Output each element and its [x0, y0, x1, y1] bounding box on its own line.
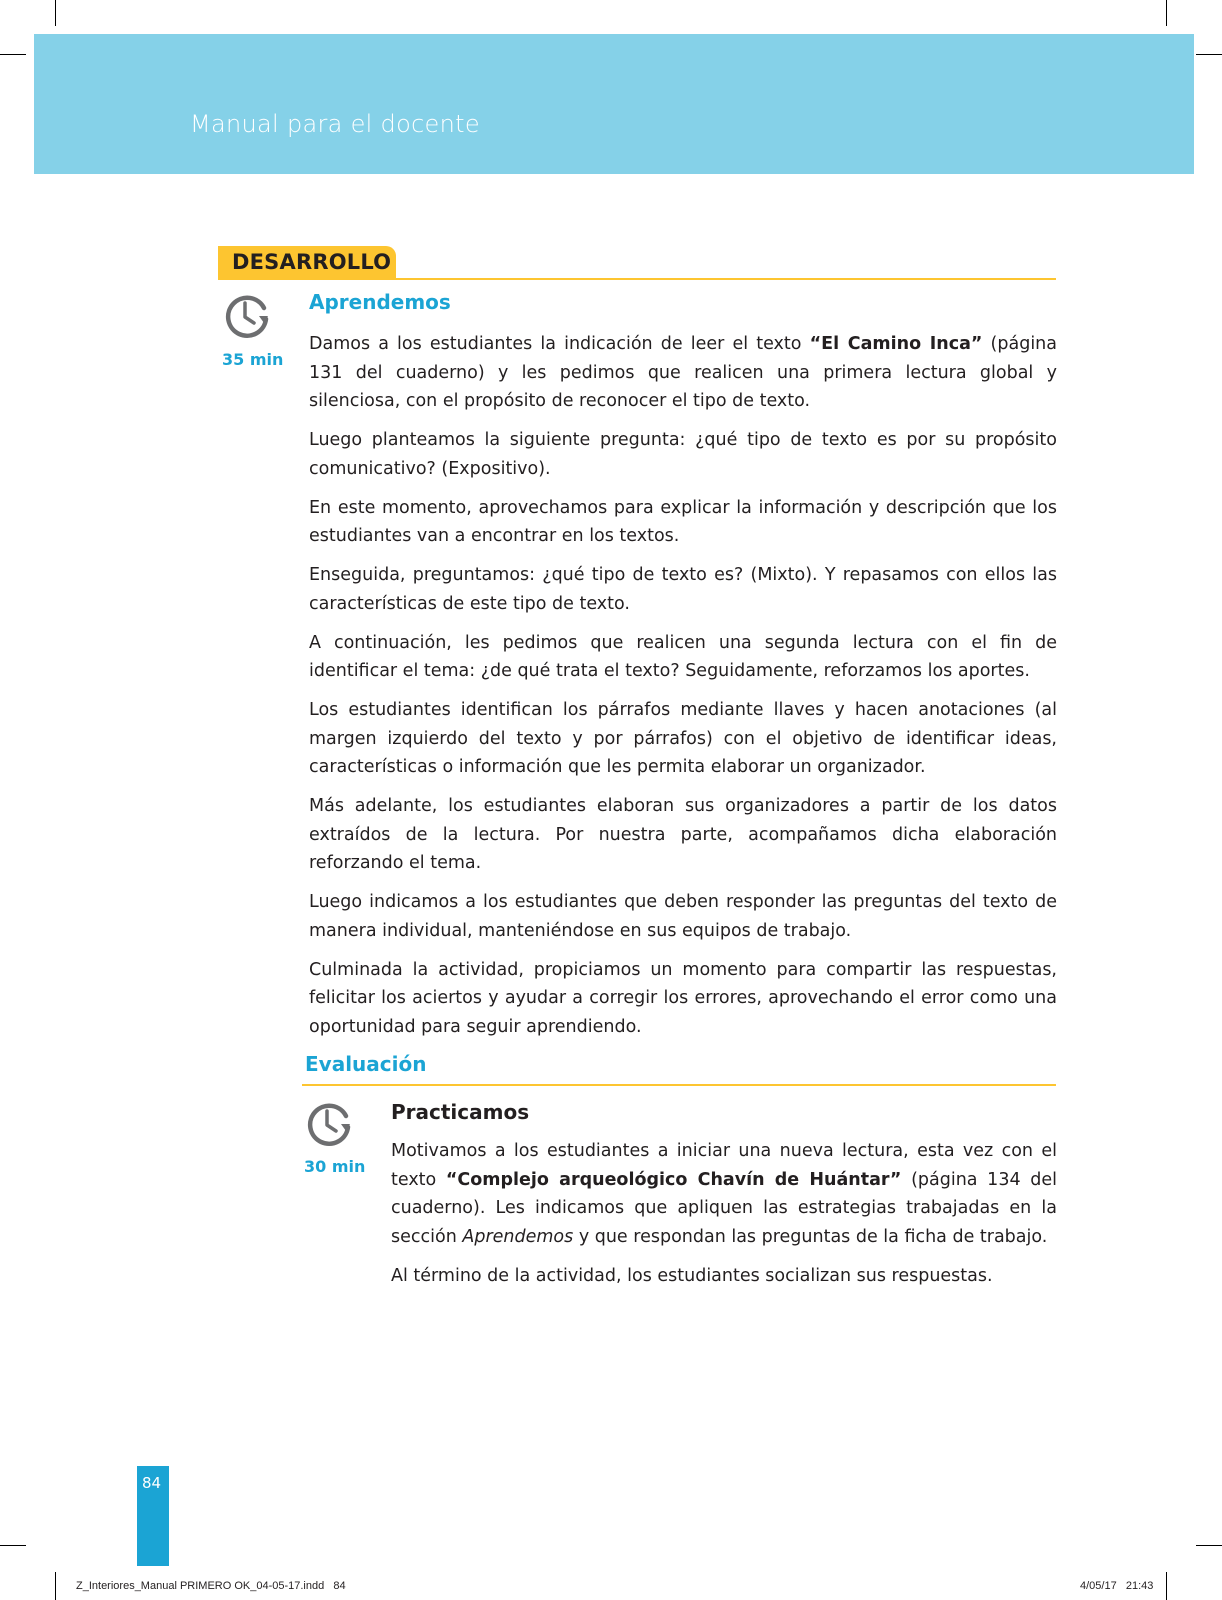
practicamos-body: [391, 1137, 1057, 1301]
paragraph-text: (página 131 del cuaderno) y les pedimos que realicen una primera lectura global y silenciosa, con el propósito de reconocer el tipo de texto.: [309, 334, 1057, 411]
section-rule: [218, 278, 1056, 280]
aprendemos-heading: Aprendemos: [309, 290, 451, 314]
paragraph: Luego planteamos la siguiente pregunta: ¿qué tipo de texto es por su propósito comunicativo? (Expositivo).: [309, 430, 1057, 479]
paragraph: Luego indicamos a los estudiantes que deben responder las preguntas del texto de manera individual, manteniéndose en sus equipos de trabajo.: [309, 892, 1057, 941]
aprendemos-body: [309, 330, 1057, 1052]
crop-mark: [0, 54, 26, 55]
paragraph: Culminada la actividad, propiciamos un momento para compartir las respuestas, felicitar los aciertos y ayudar a corregir los errores, aprovechando el error como una oportunidad para seguir aprendiendo.: [309, 959, 1057, 1037]
paragraph: En este momento, aprovechamos para explicar la información y descripción que los estudiantes van a encontrar en los textos.: [309, 497, 1057, 546]
crop-mark: [1196, 54, 1222, 55]
evaluacion-rule: [302, 1084, 1056, 1086]
print-slug-right: 4/05/17 21:43: [1080, 1580, 1154, 1592]
time-label: 35 min: [222, 350, 284, 369]
crop-mark: [55, 0, 56, 26]
paragraph-text: (página 134 del cuaderno). Les indicamos que apliquen las estrategias trabajadas en la sección: [391, 1169, 1057, 1247]
clock-icon: [223, 291, 273, 341]
paragraph: Los estudiantes identifican los párrafos mediante llaves y hacen anotaciones (al margen izquierdo del texto y por párrafos) con el objetivo de identificar ideas, características o información que les permita elaborar un organizador.: [309, 700, 1057, 777]
paragraph: [309, 330, 1057, 416]
header-band: [34, 34, 1194, 174]
page-header-title: Manual para el docente: [190, 110, 480, 138]
text-title-bold: “El Camino Inca”: [809, 334, 983, 354]
paragraph: Al término de la actividad, los estudiantes socializan sus respuestas.: [391, 1265, 993, 1286]
paragraph: Más adelante, los estudiantes elaboran sus organizadores a partir de los datos extraídos de la lectura. Por nuestra parte, acompañamos dicha elaboración reforzando el tema.: [309, 796, 1057, 873]
crop-mark: [1196, 1545, 1222, 1546]
paragraph: A continuación, les pedimos que realicen una segunda lectura con el fin de identificar el tema: ¿de qué trata el texto? Seguidamente, reforzamos los aportes.: [309, 632, 1057, 681]
clock-icon: [305, 1099, 355, 1149]
section-label: DESARROLLO: [232, 250, 392, 274]
paragraph: [391, 1137, 1057, 1251]
evaluacion-heading: Evaluación: [305, 1052, 427, 1076]
page-number: 84: [142, 1474, 162, 1492]
print-slug-left: Z_Interiores_Manual PRIMERO OK_04-05-17.indd 84: [76, 1580, 346, 1592]
paragraph-text: y que respondan las preguntas de la ficha de trabajo.: [573, 1226, 1048, 1247]
crop-mark: [1166, 0, 1167, 26]
paragraph-text: Damos a los estudiantes la indicación de leer el texto: [309, 334, 810, 354]
section-tab: [218, 246, 396, 280]
crop-mark: [1166, 1572, 1167, 1600]
paragraph-text: Motivamos a los estudiantes a iniciar una nueva lectura, esta vez con el texto: [391, 1141, 1057, 1190]
time-label: 30 min: [304, 1157, 366, 1176]
crop-mark: [0, 1545, 26, 1546]
paragraph: Enseguida, preguntamos: ¿qué tipo de texto es? (Mixto). Y repasamos con ellos las características de este tipo de texto.: [309, 565, 1057, 614]
text-title-bold: “Complejo arqueológico Chavín de Huántar”: [445, 1169, 902, 1190]
practicamos-heading: Practicamos: [391, 1100, 530, 1124]
crop-mark: [55, 1572, 56, 1600]
section-name-italic: Aprendemos: [462, 1226, 574, 1247]
